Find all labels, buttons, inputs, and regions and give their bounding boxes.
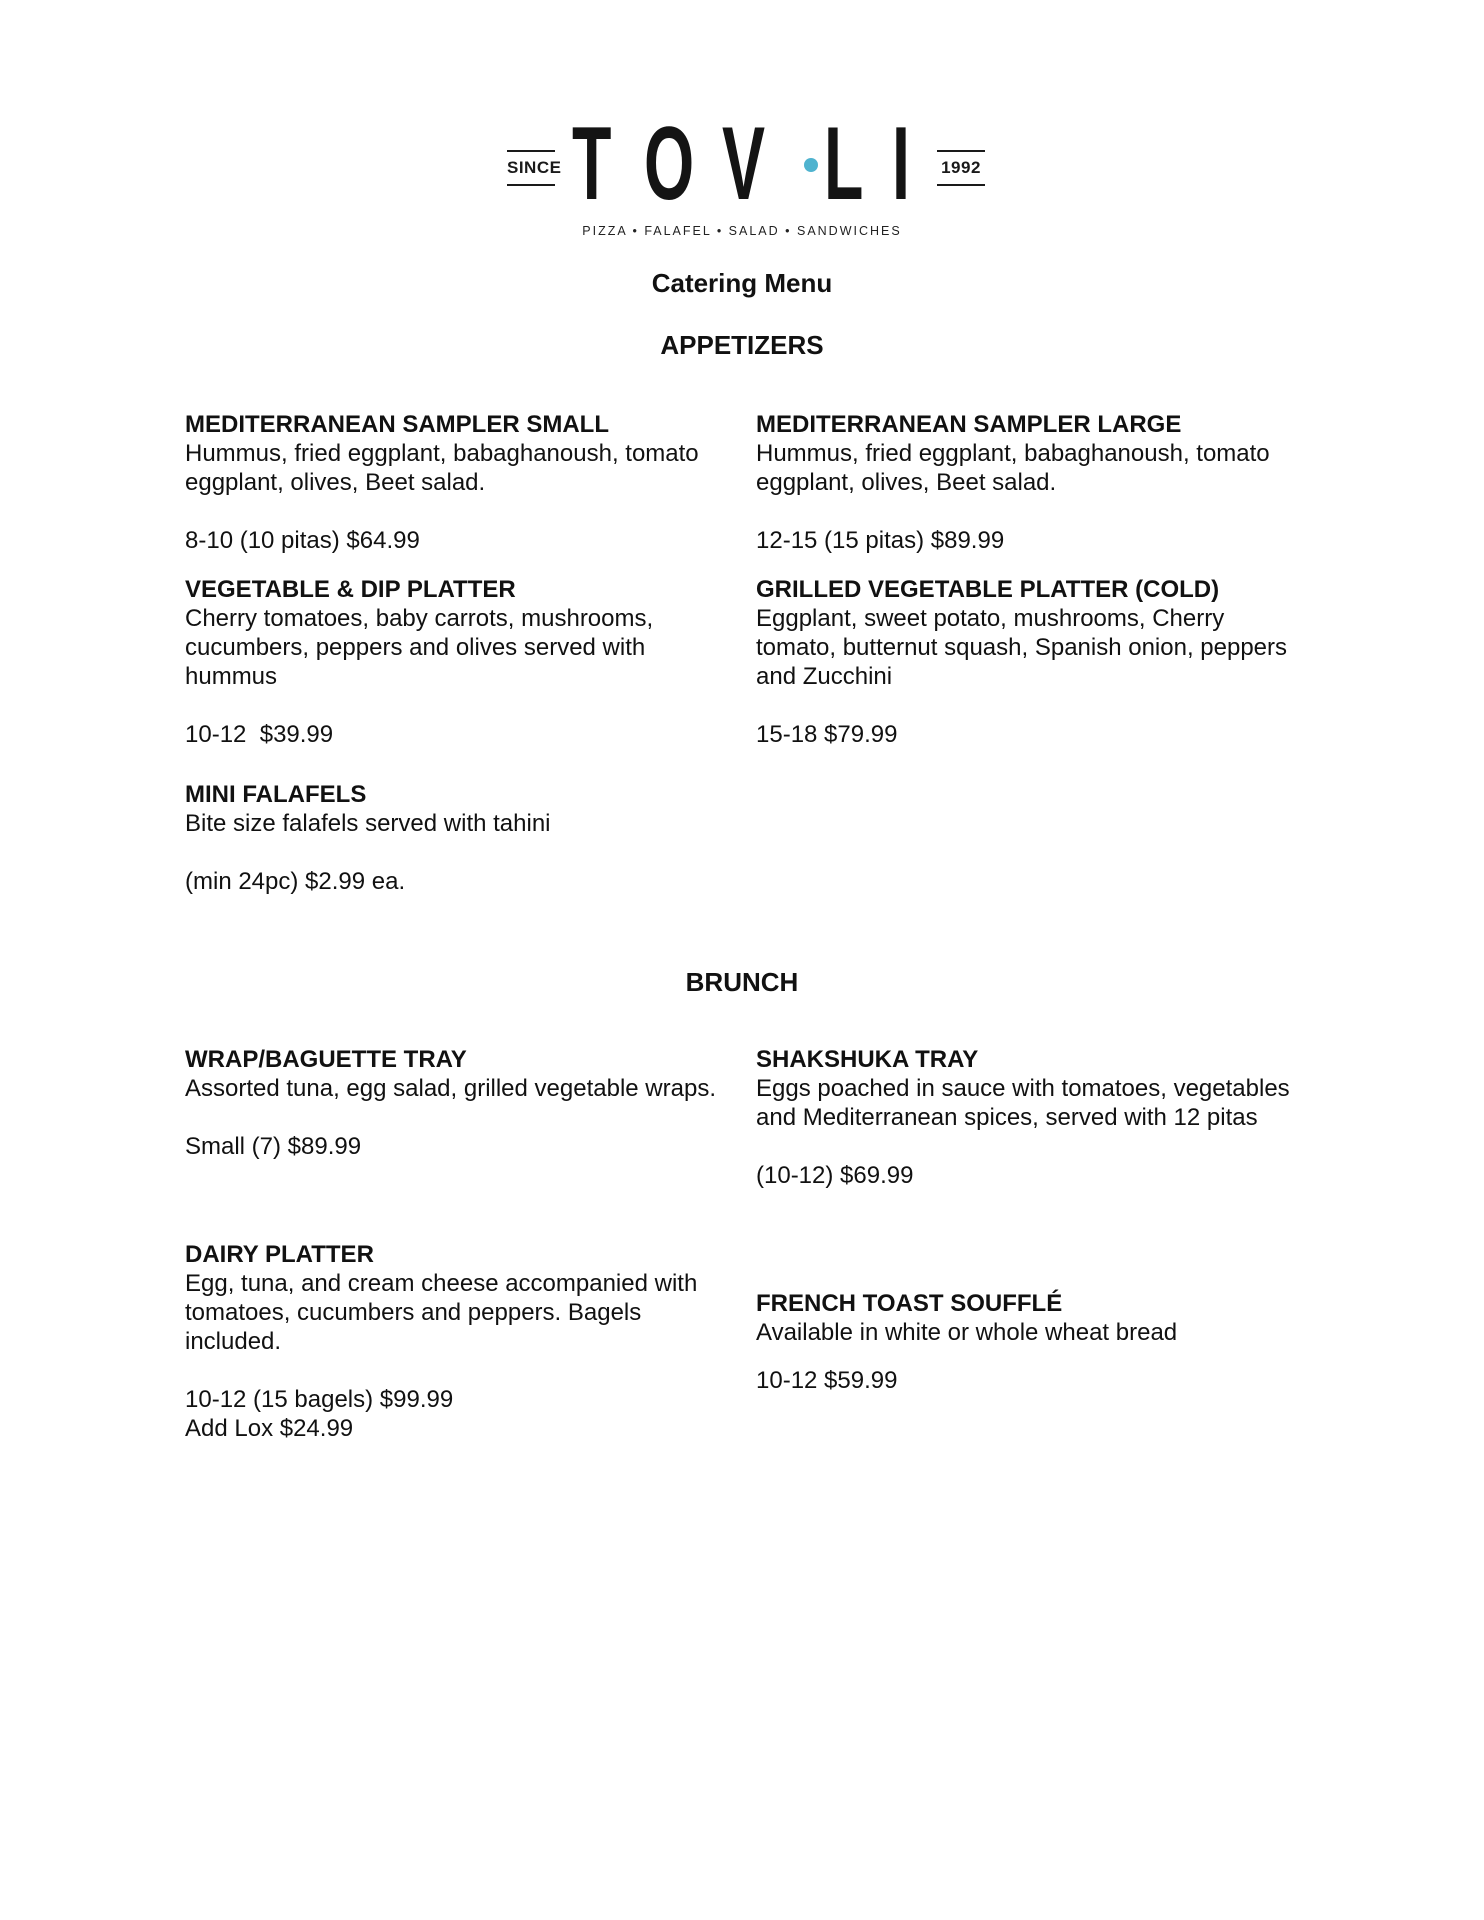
item-name: MEDITERRANEAN SAMPLER LARGE	[756, 411, 1182, 438]
item-description: Eggs poached in sauce with tomatoes, vegetables and Mediterranean spices, served with 12 pitas	[756, 1075, 1290, 1131]
logo-letter-i: I	[892, 106, 910, 222]
item-price: (10-12) $69.99	[756, 1162, 914, 1189]
menu-item-shakshuka-tray	[756, 1045, 1296, 1190]
logo-tagline: PIZZA • FALAFEL • SALAD • SANDWICHES	[582, 224, 902, 238]
item-description: Cherry tomatoes, baby carrots, mushrooms, cucumbers, peppers and olives served with hummus	[185, 605, 654, 690]
menu-item-mediterranean-sampler-large	[756, 410, 1296, 555]
menu-item-grilled-vegetable-platter	[756, 575, 1296, 749]
item-name: WRAP/BAGUETTE TRAY	[185, 1046, 467, 1073]
item-price: 8-10 (10 pitas) $64.99	[185, 527, 420, 554]
logo-year-label: 1992	[937, 154, 985, 182]
logo-letter-o: O	[644, 106, 695, 222]
item-price: 10-12 $39.99	[185, 721, 334, 748]
item-name: FRENCH TOAST SOUFFLÉ	[756, 1290, 1063, 1317]
menu-item-mini-falafels	[185, 780, 725, 896]
item-name: MINI FALAFELS	[185, 781, 367, 808]
menu-item-dairy-platter	[185, 1240, 725, 1443]
item-name: MEDITERRANEAN SAMPLER SMALL	[185, 411, 609, 438]
menu-item-wrap-baguette-tray	[185, 1045, 725, 1161]
item-price: (min 24pc) $2.99 ea.	[185, 868, 406, 895]
logo-letter-v: V	[722, 106, 766, 222]
appetizers-heading: APPETIZERS	[660, 330, 824, 360]
tovli-logo	[507, 106, 981, 240]
item-price: Small (7) $89.99	[185, 1133, 362, 1160]
logo-wordmark	[572, 106, 922, 222]
item-name: DAIRY PLATTER	[185, 1241, 374, 1268]
logo-letter-t: T	[572, 106, 612, 222]
item-description: Eggplant, sweet potato, mushrooms, Cherry tomato, butternut squash, Spanish onion, peppers and Zucchini	[756, 605, 1288, 690]
item-description: Hummus, fried eggplant, babaghanoush, tomato eggplant, olives, Beet salad.	[756, 440, 1270, 496]
item-addon-price: Add Lox $24.99	[185, 1415, 354, 1442]
item-description: Bite size falafels served with tahini	[185, 810, 551, 837]
logo-since-label: SINCE	[507, 154, 555, 182]
menu-item-vegetable-dip-platter	[185, 575, 725, 749]
item-name: VEGETABLE & DIP PLATTER	[185, 576, 516, 603]
item-description: Hummus, fried eggplant, babaghanoush, tomato eggplant, olives, Beet salad.	[185, 440, 699, 496]
page-title: Catering Menu	[651, 268, 833, 298]
item-price: 10-12 $59.99	[756, 1367, 898, 1394]
logo-dot-icon	[804, 158, 818, 172]
item-name: SHAKSHUKA TRAY	[756, 1046, 979, 1073]
item-description: Egg, tuna, and cream cheese accompanied with tomatoes, cucumbers and peppers. Bagels included.	[185, 1270, 698, 1355]
logo-letter-l: L	[824, 106, 864, 222]
item-price: 15-18 $79.99	[756, 721, 898, 748]
item-price: 10-12 (15 bagels) $99.99	[185, 1386, 454, 1413]
brunch-heading: BRUNCH	[685, 967, 799, 997]
item-description: Assorted tuna, egg salad, grilled vegetable wraps.	[185, 1075, 716, 1102]
item-name: GRILLED VEGETABLE PLATTER (COLD)	[756, 576, 1220, 603]
menu-item-mediterranean-sampler-small	[185, 410, 725, 555]
item-description: Available in white or whole wheat bread	[756, 1319, 1178, 1346]
item-price: 12-15 (15 pitas) $89.99	[756, 527, 1005, 554]
menu-item-french-toast-souffle	[756, 1289, 1296, 1395]
